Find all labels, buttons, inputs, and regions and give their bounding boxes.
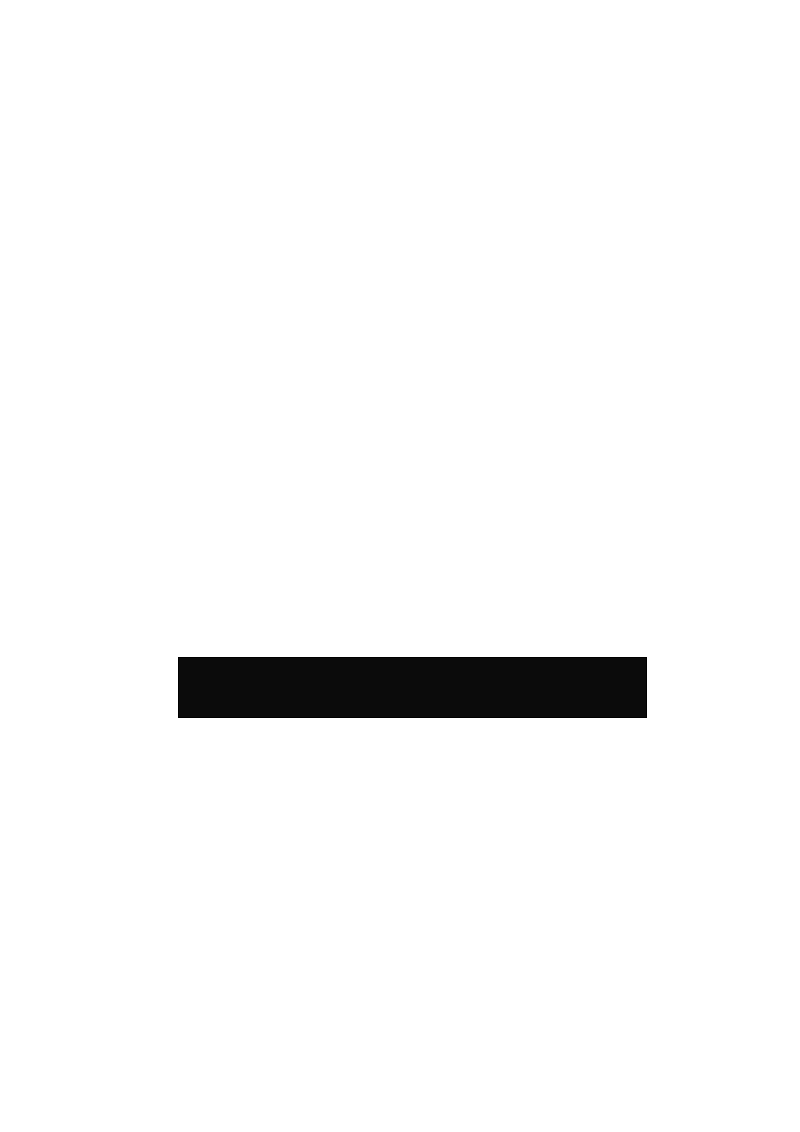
spectrum-series-labels xyxy=(178,719,645,739)
spectrum-bar xyxy=(178,657,647,718)
hydrogen-spectrum-figure xyxy=(145,636,647,740)
option-row xyxy=(65,741,734,774)
option-row xyxy=(65,897,734,930)
question-1-options xyxy=(65,741,734,774)
option-row xyxy=(65,771,734,804)
spectrum-wavelength-labels xyxy=(178,636,645,654)
question-2 xyxy=(65,771,734,837)
question-3 xyxy=(65,897,734,930)
option-row xyxy=(65,804,734,837)
